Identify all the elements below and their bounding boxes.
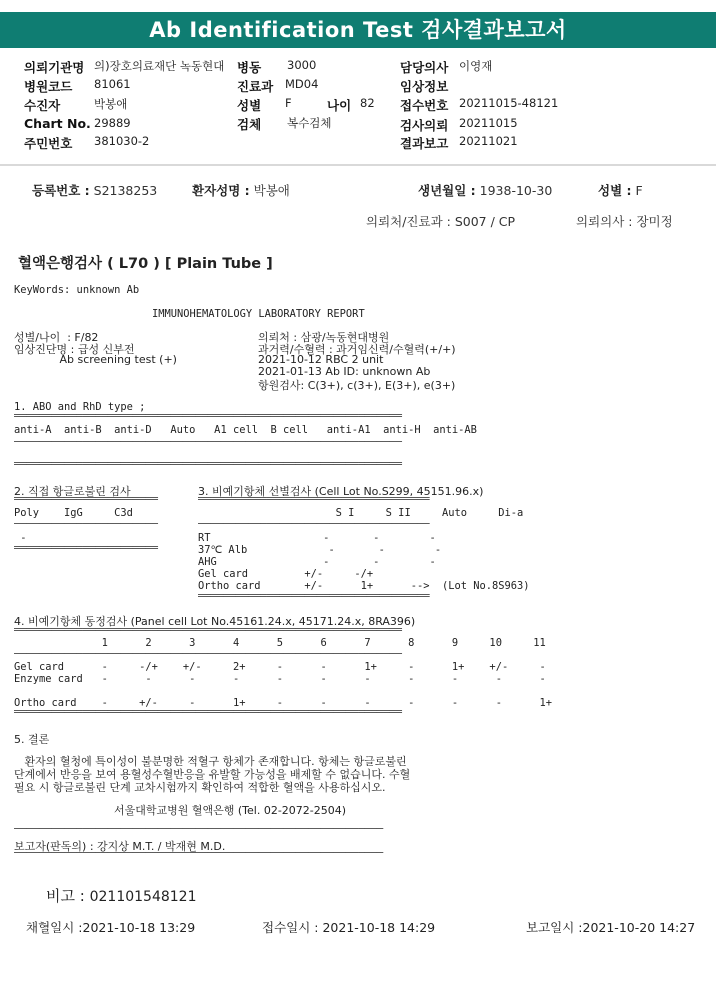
header-divider [0, 164, 716, 166]
name-info: 환자성명 : 박봉애 [192, 183, 290, 198]
history-line-3: 2021-01-13 Ab ID: unknown Ab [258, 365, 431, 378]
panel-row: Enzyme card - - - - - - - - - - - [14, 673, 546, 685]
ward-label: 병동 [237, 60, 262, 75]
patient-label: 수진자 [24, 98, 61, 113]
sex-info: 성별 : F [598, 183, 643, 198]
panel-row: Ortho card - +/- - 1+ - - - - - - 1+ [14, 697, 552, 709]
dat-values: - [14, 532, 27, 544]
collected-time: 채혈일시 :2021-10-18 13:29 [26, 920, 196, 935]
clinical-label: 임상정보 [400, 79, 449, 94]
dob-info: 생년월일 : 1938-10-30 [418, 183, 553, 198]
referral: 의뢰처 : 삼광/녹동현대병원 [258, 331, 390, 344]
report-label: 결과보고 [400, 136, 449, 151]
age-value: 82 [360, 96, 375, 110]
hospcode-label: 병원코드 [24, 79, 73, 94]
single-rule [14, 851, 446, 856]
chart-value: 29889 [94, 116, 131, 130]
history-line-2: 2021-10-12 RBC 2 unit [258, 353, 384, 366]
reg-info: 등록번호 : S2138253 [32, 183, 158, 198]
chart-label: Chart No. [24, 116, 91, 131]
history-line-1: 과거력/수혈력 : 과거임신력/수혈력(+/+) [258, 343, 456, 356]
panel-title: 4. 비예기항체 동정검사 (Panel cell Lot No.45161.24.x, 45171.24.x, 8RA396) [14, 615, 416, 628]
dept-info: 의뢰처/진료과 : S007 / CP [366, 214, 516, 229]
double-rule [14, 710, 472, 715]
conclusion-line-3: 필요 시 항글로불린 단계 교차시험까지 확인하여 적합한 혈액을 사용하십시오. [14, 781, 386, 794]
double-rule [14, 462, 472, 467]
double-rule [14, 628, 472, 633]
panel-header: 1 2 3 4 5 6 7 8 9 10 11 [14, 637, 546, 649]
conclusion-title: 5. 결론 [14, 733, 50, 746]
org-label: 의뢰기관명 [24, 60, 85, 75]
double-rule [14, 497, 182, 502]
sex-age: 성별/나이 : F/82 [14, 331, 99, 344]
report-title: Ab Identification Test 검사결과보고서 [0, 12, 716, 48]
reporter: 보고자(판독의) : 강지상 M.T. / 박재현 M.D. [14, 840, 226, 853]
remark: 비고 : 021101548121 [46, 887, 197, 905]
specimen-label: 검체 [237, 117, 262, 132]
receipt-value: 20211015-48121 [459, 96, 559, 110]
double-rule [198, 594, 472, 599]
rrn-label: 주민번호 [24, 136, 73, 151]
report-value: 20211021 [459, 134, 518, 148]
receipt-label: 접수번호 [400, 98, 449, 113]
screen-title: 3. 비예기항체 선별검사 (Cell Lot No.S299, 45151.96.x) [198, 485, 484, 498]
dat-header: Poly IgG C3d [14, 507, 133, 519]
received-time: 접수일시 : 2021-10-18 14:29 [262, 920, 436, 935]
sex-label: 성별 [237, 98, 262, 113]
org-value: 의)장호의료재단 녹동현대 [94, 59, 225, 73]
single-rule [14, 440, 472, 445]
double-rule [14, 414, 472, 419]
panel-row: Gel card - -/+ +/- 2+ - - 1+ - 1+ +/- - [14, 661, 546, 673]
hospcode-value: 81061 [94, 77, 131, 91]
double-rule [198, 497, 472, 502]
bloodbank: 서울대학교병원 혈액은행 (Tel. 02-2072-2504) [114, 804, 347, 817]
screen-row: Gel card +/- -/+ [198, 568, 374, 580]
abo-header: anti-A anti-B anti-D Auto A1 cell B cell anti-A1 anti-H anti-AB [14, 424, 477, 436]
screen-header: S I S II Auto Di-a [198, 507, 524, 519]
sex-value: F [285, 96, 292, 110]
single-rule [14, 827, 446, 832]
doctor-label: 담당의사 [400, 60, 449, 75]
request-value: 20211015 [459, 116, 518, 130]
screen-row: Ortho card +/- 1+ --> (Lot No.8S963) [198, 580, 530, 592]
keywords: KeyWords: unknown Ab [14, 284, 140, 296]
age-label: 나이 [327, 98, 352, 113]
single-rule [14, 522, 182, 527]
single-rule [14, 652, 472, 657]
screen-row: AHG - - - [198, 556, 436, 568]
rrn-value: 381030-2 [94, 134, 150, 148]
dept-value: MD04 [285, 77, 319, 91]
reported-time: 보고일시 :2021-10-20 14:27 [526, 920, 696, 935]
ward-value: 3000 [287, 58, 317, 72]
dept-label: 진료과 [237, 79, 274, 94]
patient-value: 박봉애 [94, 97, 128, 111]
screen-row: RT - - - [198, 532, 436, 544]
antigen-test: 항원검사: C(3+), c(3+), E(3+), e(3+) [258, 379, 456, 392]
dat-title: 2. 직접 항글로불린 검사 [14, 485, 131, 498]
abo-title: 1. ABO and RhD type ; [14, 401, 146, 413]
doctor-value: 이영재 [459, 59, 493, 73]
diagnosis-line-2: Ab screening test (+) [14, 353, 177, 366]
section-title: 혈액은행검사 ( L70 ) [ Plain Tube ] [18, 256, 273, 272]
screen-row: 37℃ Alb - - - [198, 544, 442, 556]
conclusion-line-2: 단계에서 반응을 보여 용혈성수혈반응을 유발할 가능성을 배제할 수 없습니다. 수혈 [14, 768, 411, 781]
double-rule [14, 546, 182, 551]
single-rule [198, 522, 472, 527]
specimen-value: 복수검체 [287, 116, 332, 130]
doctor-info: 의뢰의사 : 장미정 [576, 214, 673, 229]
conclusion-line-1: 환자의 혈청에 특이성이 불분명한 적혈구 항체가 존재합니다. 항체는 항글로불린 [14, 755, 407, 768]
request-label: 검사의뢰 [400, 118, 449, 133]
diagnosis-line-1: 임상진단명 : 급성 신부전 [14, 343, 135, 356]
lab-title: IMMUNOHEMATOLOGY LABORATORY REPORT [152, 308, 365, 320]
